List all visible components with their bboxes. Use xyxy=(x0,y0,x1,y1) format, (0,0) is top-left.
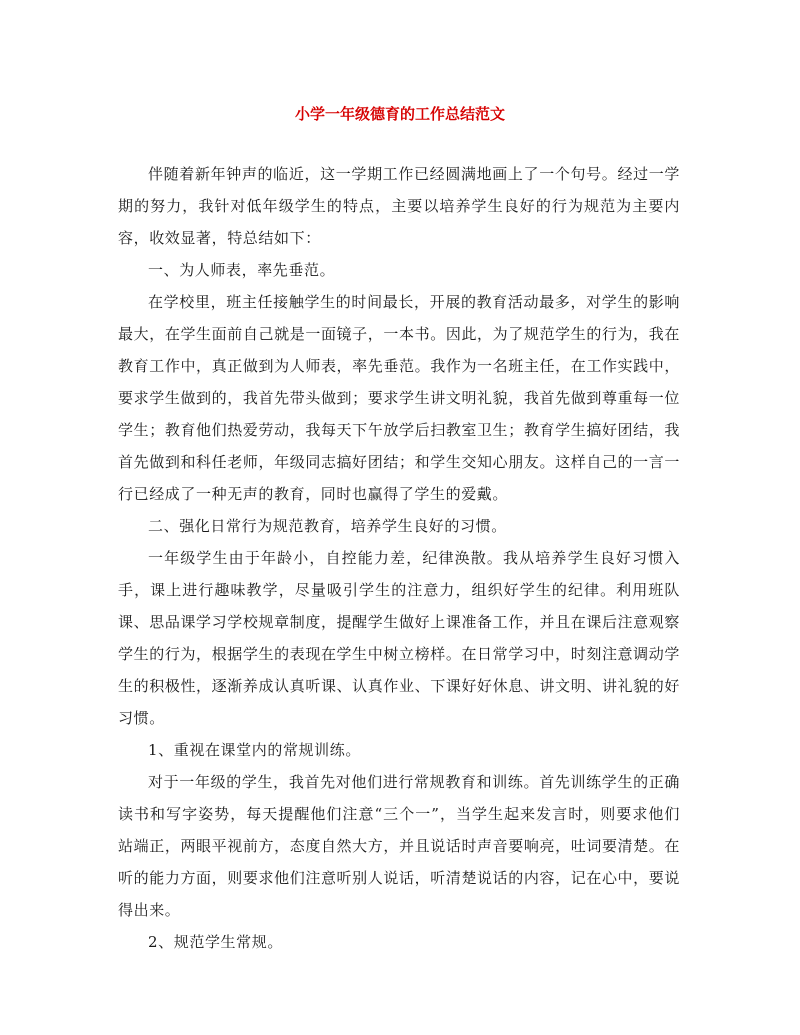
paragraph-subsection-1: 对于一年级的学生，我首先对他们进行常规教育和训练。首先训练学生的正确读书和写字姿势，每天提醒他们注意“三个一”，当学生起来发言时，则要求他们站端正，两眼平视前方，态度自然大方，并且说话时声音要响亮，吐词要清楚。在听的能力方面，则要求他们注意听别人说话，听清楚说话的内容，记在心中，要说得出来。 xyxy=(118,773,680,919)
subsection-heading-1: 1、重视在课堂内的常规训练。 xyxy=(148,741,361,759)
document-title: 小学一年级德育的工作总结范文 xyxy=(294,105,505,123)
section-heading-2: 二、强化日常行为规范教育，培养学生良好的习惯。 xyxy=(148,517,507,535)
section-heading-1: 一、为人师表，率先垂范。 xyxy=(148,261,336,279)
document-body xyxy=(118,158,680,958)
subsection-heading-2: 2、规范学生常规。 xyxy=(148,933,283,951)
paragraph-section-2: 一年级学生由于年龄小，自控能力差，纪律涣散。我从培养学生良好习惯入手，课上进行趣味教学，尽量吸引学生的注意力，组织好学生的纪律。利用班队课、思品课学习学校规章制度，提醒学生做好上课准备工作，并且在课后注意观察学生的行为，根据学生的表现在学生中树立榜样。在日常学习中，时刻注意调动学生的积极性，逐渐养成认真听课、认真作业、下课好好休息、讲文明、讲礼貌的好习惯。 xyxy=(118,549,680,727)
paragraph-section-1: 在学校里，班主任接触学生的时间最长，开展的教育活动最多，对学生的影响最大，在学生面前自己就是一面镜子，一本书。因此，为了规范学生的行为，我在教育工作中，真正做到为人师表，率先垂范。我作为一名班主任，在工作实践中，要求学生做到的，我首先带头做到；要求学生讲文明礼貌，我首先做到尊重每一位学生；教育他们热爱劳动，我每天下午放学后扫教室卫生；教育学生搞好团结，我首先做到和科任老师，年级同志搞好团结；和学生交知心朋友。这样自己的一言一行已经成了一种无声的教育，同时也赢得了学生的爱戴。 xyxy=(118,293,680,503)
paragraph-intro: 伴随着新年钟声的临近，这一学期工作已经圆满地画上了一个句号。经过一学期的努力，我针对低年级学生的特点，主要以培养学生良好的行为规范为主要内容，收效显著，特总结如下： xyxy=(118,165,680,247)
